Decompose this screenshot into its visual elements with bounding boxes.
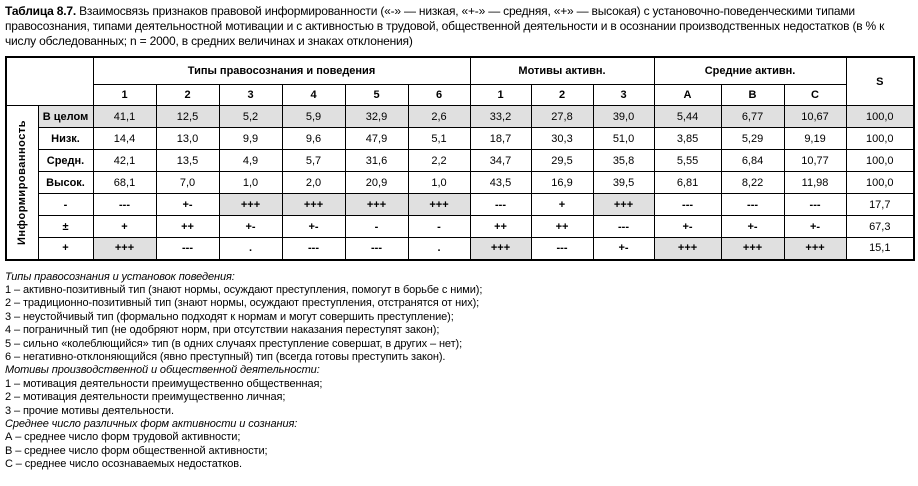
table-cell: 5,55	[654, 150, 721, 172]
footnote-line: С – среднее число осознаваемых недостатков.	[5, 458, 242, 471]
table-cell: 10,67	[784, 106, 846, 128]
table-cell: -	[408, 216, 470, 238]
row-label: +	[38, 238, 93, 260]
group-header-motives: Мотивы активн.	[470, 57, 654, 85]
table-cell: ++	[470, 216, 531, 238]
footnote-heading: Мотивы производственной и общественной деятельности:	[5, 364, 320, 377]
table-cell: 39,0	[593, 106, 654, 128]
table-8-7	[5, 56, 915, 261]
table-cell: 6,77	[721, 106, 784, 128]
row-label: ±	[38, 216, 93, 238]
table-cell: .	[219, 238, 282, 260]
table-cell: 68,1	[93, 172, 156, 194]
table-cell: 1,0	[219, 172, 282, 194]
table-caption-text: Взаимосвязь признаков правовой информированности («-» — низкая, «+-» — средняя, «+» — высокая) с установочно-поведенческими типами правосознания, типами деятельностной мотивации и с активностью в трудовой, общественной деятельности и в осознании производственных недостатков (в % к числу обследованных; n = 2000, в средних величинах и знаках отклонения)	[5, 4, 885, 48]
table-cell: 33,2	[470, 106, 531, 128]
column-header: 6	[408, 85, 470, 106]
table-number: Таблица 8.7.	[5, 4, 76, 18]
table-row	[6, 150, 914, 172]
table-cell: ---	[654, 194, 721, 216]
table-cell: 47,9	[345, 128, 408, 150]
table-cell: 4,9	[219, 150, 282, 172]
table-cell: +-	[282, 216, 345, 238]
footnote-heading: Типы правосознания и установок поведения:	[5, 270, 235, 283]
table-row	[6, 128, 914, 150]
table-cell: +++	[408, 194, 470, 216]
table-cell: 9,6	[282, 128, 345, 150]
table-cell: 11,98	[784, 172, 846, 194]
column-header: 5	[345, 85, 408, 106]
table-cell: 10,77	[784, 150, 846, 172]
column-group-row	[6, 57, 914, 85]
column-header: А	[654, 85, 721, 106]
table-cell: ---	[470, 194, 531, 216]
footnote-line: 6 – негативно-отклоняющийся (явно преступный) тип (всегда готовы преступить закон).	[5, 350, 446, 363]
table-cell: .	[408, 238, 470, 260]
table-cell: +-	[156, 194, 219, 216]
table-cell: 2,0	[282, 172, 345, 194]
table-cell: +++	[282, 194, 345, 216]
table-cell: 8,22	[721, 172, 784, 194]
table-cell: 67,3	[846, 216, 914, 238]
table-cell: 7,0	[156, 172, 219, 194]
row-group-label-text: Информированность	[16, 119, 29, 245]
table-cell: +++	[93, 238, 156, 260]
table-cell: +-	[784, 216, 846, 238]
footnote-line: 2 – мотивация деятельности преимущественно личная;	[5, 391, 286, 404]
table-cell: +-	[721, 216, 784, 238]
table-cell: 17,7	[846, 194, 914, 216]
table-cell: 35,8	[593, 150, 654, 172]
table-row	[6, 106, 914, 128]
footnote-line: 1 – мотивация деятельности преимущественно общественная;	[5, 377, 323, 390]
table-cell: +	[531, 194, 593, 216]
column-header: 2	[531, 85, 593, 106]
group-header-averages: Средние активн.	[654, 57, 846, 85]
table-cell: 5,7	[282, 150, 345, 172]
table-cell: +++	[470, 238, 531, 260]
footnote-line: 2 – традиционно-позитивный тип (знают нормы, осуждают преступления, отстранятся от них);	[5, 297, 480, 310]
footnote-heading: Среднее число различных форм активности и сознания:	[5, 417, 298, 430]
table-cell: 39,5	[593, 172, 654, 194]
table-row	[6, 216, 914, 238]
table-cell: ---	[156, 238, 219, 260]
table-cell: ---	[721, 194, 784, 216]
table-cell: +-	[654, 216, 721, 238]
table-cell: +-	[593, 238, 654, 260]
table-cell: 5,44	[654, 106, 721, 128]
table-cell: 30,3	[531, 128, 593, 150]
table-cell: 41,1	[93, 106, 156, 128]
table-cell: 34,7	[470, 150, 531, 172]
row-group-label	[6, 106, 38, 260]
column-header: 3	[219, 85, 282, 106]
table-body	[6, 106, 914, 260]
column-header-row	[6, 85, 914, 106]
table-cell: 16,9	[531, 172, 593, 194]
row-label: Средн.	[38, 150, 93, 172]
table-cell: 5,29	[721, 128, 784, 150]
table-caption	[5, 4, 913, 49]
table-cell: 2,2	[408, 150, 470, 172]
table-cell: ++	[531, 216, 593, 238]
table-row	[6, 238, 914, 260]
footnote-line: 3 – неустойчивый тип (формально подходят к нормам и могут совершить преступление);	[5, 310, 454, 323]
footnote-line: 1 – активно-позитивный тип (знают нормы, осуждают преступления, помогут в борьбе с ними);	[5, 283, 483, 296]
footnote-line: А – среднее число форм трудовой активности;	[5, 431, 241, 444]
table-cell: +++	[345, 194, 408, 216]
table-cell: +++	[219, 194, 282, 216]
table-cell: 12,5	[156, 106, 219, 128]
table-cell: ---	[593, 216, 654, 238]
column-header: 1	[470, 85, 531, 106]
table-cell: +	[93, 216, 156, 238]
table-cell: 27,8	[531, 106, 593, 128]
column-header: 2	[156, 85, 219, 106]
footnotes	[5, 271, 913, 472]
table-cell: 9,9	[219, 128, 282, 150]
row-label: Высок.	[38, 172, 93, 194]
table-cell: ---	[282, 238, 345, 260]
table-cell: +-	[219, 216, 282, 238]
row-label: Низк.	[38, 128, 93, 150]
table-cell: 5,2	[219, 106, 282, 128]
table-cell: 9,19	[784, 128, 846, 150]
group-header-types: Типы правосознания и поведения	[93, 57, 470, 85]
table-cell: 43,5	[470, 172, 531, 194]
table-cell: ---	[531, 238, 593, 260]
table-cell: +++	[654, 238, 721, 260]
column-header: 3	[593, 85, 654, 106]
footnote-line: 5 – сильно «колеблющийся» тип (в одних случаях преступление совершат, в других – нет);	[5, 337, 463, 350]
table-cell: 2,6	[408, 106, 470, 128]
table-cell: 6,84	[721, 150, 784, 172]
table-cell: 3,85	[654, 128, 721, 150]
table-cell: 1,0	[408, 172, 470, 194]
table-cell: 5,9	[282, 106, 345, 128]
table-cell: ---	[93, 194, 156, 216]
row-label: -	[38, 194, 93, 216]
table-row	[6, 194, 914, 216]
column-header: В	[721, 85, 784, 106]
table-cell: ++	[156, 216, 219, 238]
table-cell: 51,0	[593, 128, 654, 150]
table-cell: 31,6	[345, 150, 408, 172]
table-cell: 100,0	[846, 150, 914, 172]
table-cell: 32,9	[345, 106, 408, 128]
column-header: С	[784, 85, 846, 106]
table-cell: 100,0	[846, 128, 914, 150]
table-cell: 5,1	[408, 128, 470, 150]
table-cell: 42,1	[93, 150, 156, 172]
table-cell: +++	[721, 238, 784, 260]
table-cell: -	[345, 216, 408, 238]
table-cell: 15,1	[846, 238, 914, 260]
table-cell: 20,9	[345, 172, 408, 194]
footnote-line: 4 – пограничный тип (не одобряют норм, при отсутствии наказания переступят закон);	[5, 324, 440, 337]
footnote-line: В – среднее число форм общественной активности;	[5, 444, 268, 457]
table-cell: ---	[345, 238, 408, 260]
table-cell: 13,5	[156, 150, 219, 172]
table-cell: 100,0	[846, 172, 914, 194]
column-header: 4	[282, 85, 345, 106]
row-label: В целом	[38, 106, 93, 128]
table-cell: +++	[593, 194, 654, 216]
table-row	[6, 172, 914, 194]
column-header: 1	[93, 85, 156, 106]
table-cell: 6,81	[654, 172, 721, 194]
table-cell: ---	[784, 194, 846, 216]
table-cell: +++	[784, 238, 846, 260]
corner-cell	[6, 57, 93, 106]
column-header-s: S	[846, 57, 914, 106]
footnote-line: 3 – прочие мотивы деятельности.	[5, 404, 174, 417]
table-cell: 100,0	[846, 106, 914, 128]
table-cell: 29,5	[531, 150, 593, 172]
table-cell: 18,7	[470, 128, 531, 150]
table-cell: 13,0	[156, 128, 219, 150]
table-cell: 14,4	[93, 128, 156, 150]
